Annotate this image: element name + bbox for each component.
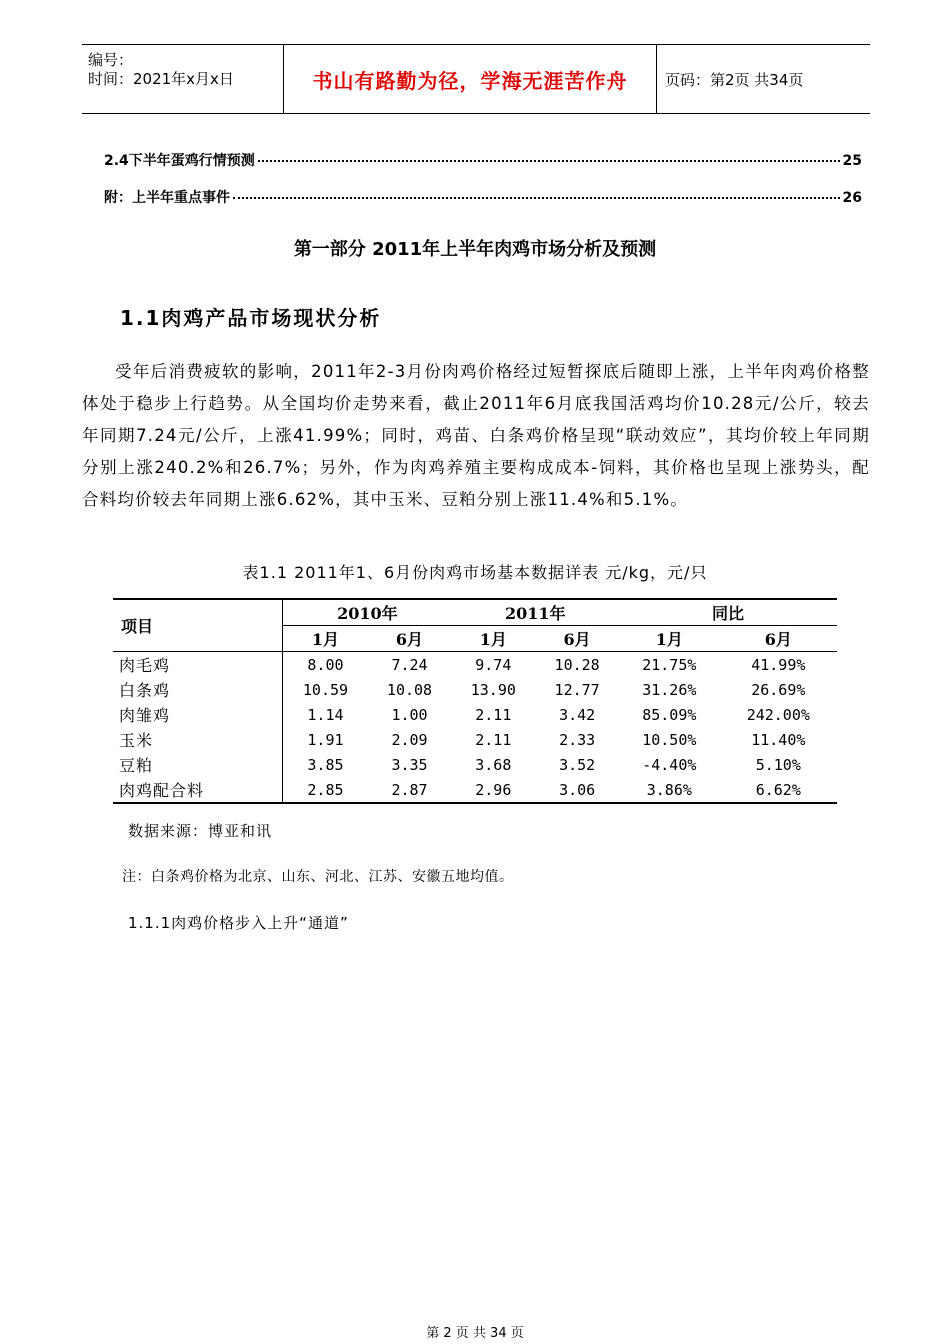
table-cell: 31.26%: [642, 680, 697, 699]
table-cell: 1.00: [391, 705, 428, 724]
table-cell: 2.11: [475, 730, 512, 749]
month-header: 6月: [535, 626, 619, 652]
table-note: 注：白条鸡价格为北京、山东、河北、江苏、安徽五地均值。: [122, 869, 514, 885]
group-header: 同比: [619, 599, 837, 626]
row-label: 肉鸡配合料: [113, 777, 283, 803]
table-cell: 2.11: [475, 705, 512, 724]
section-title: 1.1肉鸡产品市场现状分析: [120, 306, 382, 330]
table-cell: 3.06: [559, 780, 596, 799]
month-header: 6月: [720, 626, 837, 652]
table-cell: 2.96: [475, 780, 512, 799]
table-row: [113, 677, 837, 702]
month-header: 1月: [283, 626, 368, 652]
header-page-info: 页码：第2页 共34页: [665, 70, 804, 89]
table-cell: 3.85: [307, 755, 344, 774]
table-caption: 表1.1 2011年1、6月份肉鸡市场基本数据详表 元/kg，元/只: [242, 563, 708, 582]
toc-entry[interactable]: [104, 187, 862, 207]
toc-entry[interactable]: [104, 150, 862, 170]
row-label: 玉米: [113, 727, 283, 752]
table-cell: 3.52: [559, 755, 596, 774]
table-cell: 41.99%: [720, 652, 837, 678]
table-cell: 8.00: [283, 652, 368, 678]
toc-entry-page: 25: [842, 153, 862, 169]
table-cell: 2.85: [307, 780, 344, 799]
group-header: 2010年: [283, 599, 452, 626]
part-title: 第一部分 2011年上半年肉鸡市场分析及预测: [293, 239, 657, 260]
data-table: [113, 598, 837, 804]
month-header: 1月: [619, 626, 720, 652]
toc-entry-label: 2.4下半年蛋鸡行情预测: [104, 153, 255, 169]
table-cell: 2.33: [559, 730, 596, 749]
table-row: [113, 702, 837, 727]
row-label: 肉毛鸡: [113, 652, 283, 678]
table-row: [113, 727, 837, 752]
row-label: 白条鸡: [113, 677, 283, 702]
data-source: 数据来源：博亚和讯: [128, 822, 273, 840]
month-header: 1月: [451, 626, 535, 652]
table-cell: 26.69%: [751, 680, 806, 699]
table-cell: 2.09: [391, 730, 428, 749]
table-cell: 2.87: [391, 780, 428, 799]
table-cell: 3.42: [559, 705, 596, 724]
table-cell: 1.91: [307, 730, 344, 749]
body-paragraph: 受年后消费疲软的影响，2011年2-3月份肉鸡价格经过短暂探底后随即上涨，上半年肉鸡价格整体处于稳步上行趋势。从全国均价走势来看，截止2011年6月底我国活鸡均价10.28元/公斤，较去年同期7.24元/公斤，上涨41.99%；同时，鸡苗、白条鸡价格呈现“联动效应”，其均价较上年同期分别上涨240.2%和26.7%；另外，作为肉鸡养殖主要构成成本-饲料，其价格也呈现上涨势头，配合料均价较去年同期上涨6.62%，其中玉米、豆粕分别上涨11.4%和5.1%。: [82, 362, 870, 509]
group-header: 2011年: [451, 599, 619, 626]
table-cell: 5.10%: [755, 755, 801, 774]
table-cell: 7.24: [368, 652, 452, 678]
table-row: [113, 752, 837, 777]
table-cell: 10.08: [386, 680, 433, 699]
toc-leader-dots: [233, 197, 840, 199]
table-row: [113, 652, 837, 678]
toc-leader-dots: [258, 160, 840, 162]
table-cell: 3.35: [391, 755, 428, 774]
month-header: 6月: [368, 626, 452, 652]
table-cell: 10.50%: [642, 730, 697, 749]
table-cell: -4.40%: [642, 755, 697, 774]
toc-entry-label: 附：上半年重点事件: [104, 190, 230, 206]
page-header: [82, 44, 870, 114]
subsection-title: 1.1.1肉鸡价格步入上升“通道”: [128, 914, 349, 932]
table-row: [113, 777, 837, 803]
table-cell: 9.74: [451, 652, 535, 678]
table-cell: 13.90: [470, 680, 516, 699]
item-header: 项目: [113, 599, 283, 652]
header-slogan: 书山有路勤为径，学海无涯苦作舟: [284, 45, 657, 113]
time-label: 时间：2021年x月x日: [88, 70, 234, 88]
table-cell: 21.75%: [619, 652, 720, 678]
row-label: 豆粕: [113, 752, 283, 777]
table-cell: 11.40%: [751, 730, 806, 749]
table-cell: 242.00%: [746, 705, 810, 724]
table-cell: 1.14: [307, 705, 344, 724]
table-cell: 3.68: [475, 755, 512, 774]
table-cell: 85.09%: [642, 705, 697, 724]
table-cell: 3.86%: [646, 780, 692, 799]
number-label: 编号：: [88, 51, 134, 69]
table-cell: 10.28: [535, 652, 619, 678]
table-cell: 10.59: [302, 680, 349, 699]
header-left-cell: [82, 45, 284, 113]
table-cell: 12.77: [554, 680, 600, 699]
row-label: 肉雏鸡: [113, 702, 283, 727]
table-cell: 6.62%: [755, 780, 801, 799]
toc-entry-page: 26: [842, 190, 862, 206]
page-footer: 第 2 页 共 34 页: [426, 1326, 524, 1341]
